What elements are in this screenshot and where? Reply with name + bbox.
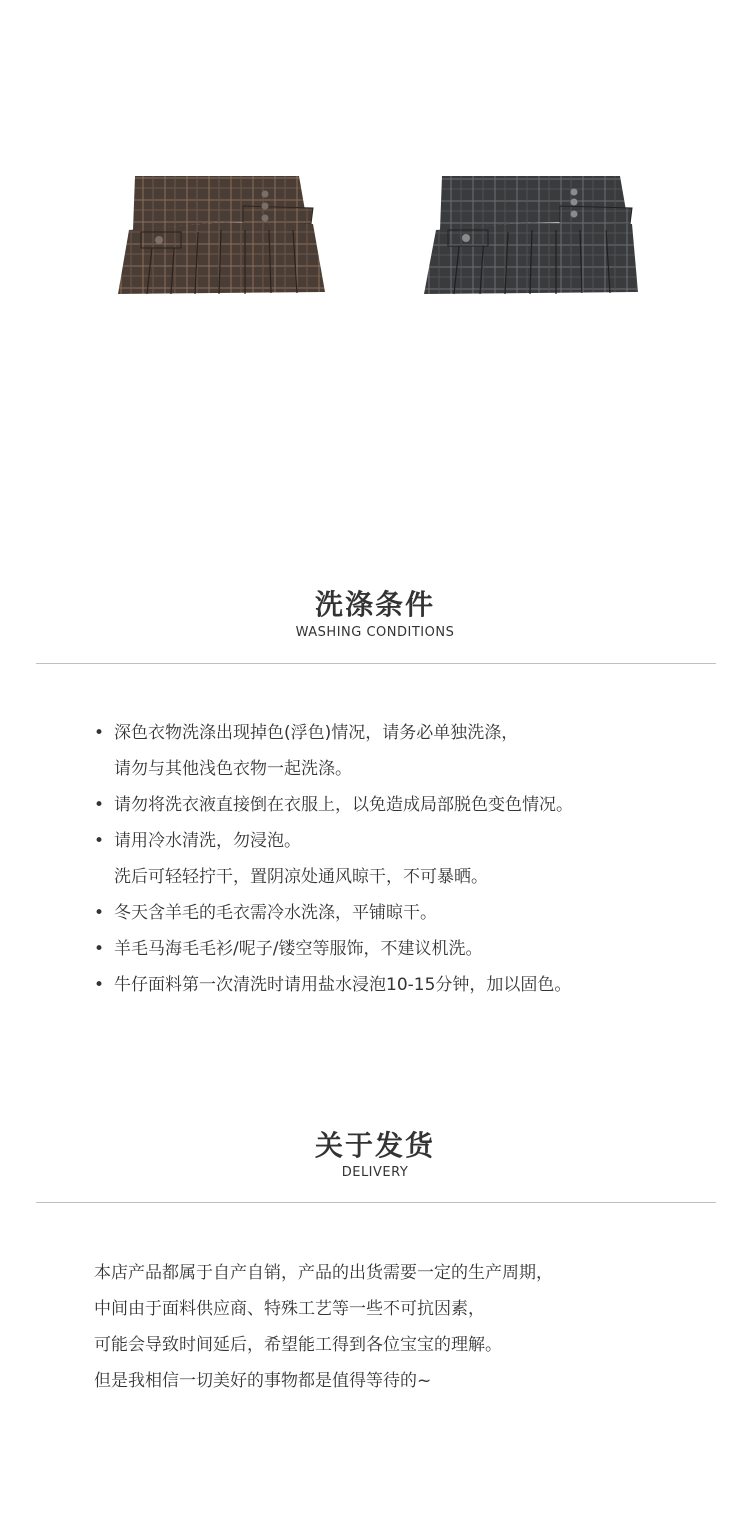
list-item xyxy=(94,895,714,931)
gray-plaid-skirt-illustration xyxy=(420,172,642,300)
washing-line: 请勿与其他浅色衣物一起洗涤。 xyxy=(114,759,352,779)
delivery-line: 可能会导致时间延后，希望能工得到各位宝宝的理解。 xyxy=(94,1335,502,1355)
product-image-gray-skirt xyxy=(420,172,642,300)
washing-line: 请用冷水清洗，勿浸泡。 xyxy=(114,831,301,851)
list-item xyxy=(94,715,714,787)
list-item xyxy=(94,931,714,967)
delivery-line: 但是我相信一切美好的事物都是值得等待的~ xyxy=(94,1371,432,1391)
washing-title: 洗涤条件 xyxy=(314,588,435,621)
delivery-line: 中间由于面料供应商、特殊工艺等一些不可抗因素， xyxy=(94,1299,485,1319)
brown-plaid-skirt-illustration xyxy=(113,172,328,300)
delivery-divider xyxy=(36,1202,716,1203)
list-item xyxy=(94,823,714,895)
washing-line: 洗后可轻轻拧干，置阴凉处通风晾干，不可暴晒。 xyxy=(114,867,488,887)
bullet: • xyxy=(94,723,105,743)
washing-instructions-list xyxy=(94,715,714,1003)
delivery-paragraph xyxy=(94,1255,714,1399)
bullet: • xyxy=(94,975,105,995)
bullet: • xyxy=(94,795,105,815)
delivery-subtitle: DELIVERY xyxy=(341,1165,409,1180)
washing-divider xyxy=(36,663,716,664)
bullet: • xyxy=(94,903,105,923)
washing-line: 深色衣物洗涤出现掉色(浮色)情况，请务必单独洗涤， xyxy=(114,723,519,743)
washing-line: 羊毛马海毛毛衫/呢子/镂空等服饰，不建议机洗。 xyxy=(114,939,483,959)
washing-line: 请勿将洗衣液直接倒在衣服上，以免造成局部脱色变色情况。 xyxy=(114,795,573,815)
washing-line: 牛仔面料第一次清洗时请用盐水浸泡10-15分钟，加以固色。 xyxy=(114,975,572,995)
list-item xyxy=(94,787,714,823)
bullet: • xyxy=(94,831,105,851)
product-image-brown-skirt xyxy=(113,172,328,300)
list-item xyxy=(94,967,714,1003)
delivery-line: 本店产品都属于自产自销，产品的出货需要一定的生产周期， xyxy=(94,1263,553,1283)
washing-line: 冬天含羊毛的毛衣需冷水洗涤，平铺晾干。 xyxy=(114,903,437,923)
bullet: • xyxy=(94,939,105,959)
washing-subtitle: WASHING CONDITIONS xyxy=(295,625,455,640)
delivery-title: 关于发货 xyxy=(314,1129,435,1162)
